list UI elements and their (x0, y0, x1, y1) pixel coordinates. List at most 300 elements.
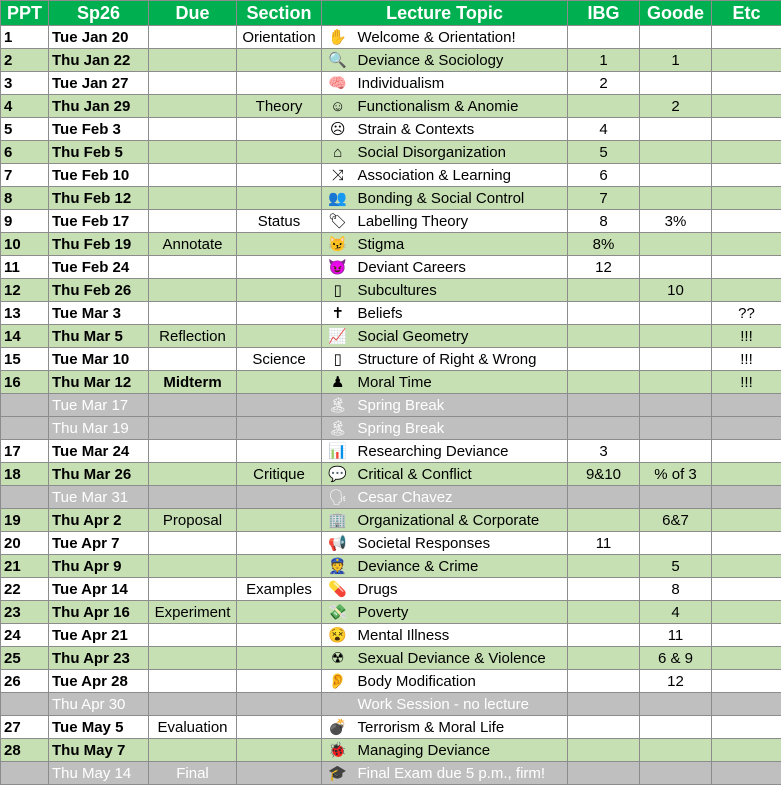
goode-cell: 6&7 (640, 509, 712, 532)
topic-cell: Managing Deviance (354, 739, 568, 762)
bomb-icon: 💣 (322, 716, 354, 739)
ibg-cell (568, 325, 640, 348)
due-cell (149, 118, 237, 141)
ibg-cell (568, 279, 640, 302)
table-row (1, 463, 781, 486)
due-cell: Experiment (149, 601, 237, 624)
date-cell: Tue Feb 17 (49, 210, 149, 233)
smiley-icon: ☺ (322, 95, 354, 118)
date-cell: Tue Apr 14 (49, 578, 149, 601)
etc-cell (712, 762, 781, 785)
brain-icon: 🧠 (322, 72, 354, 95)
date-cell: Thu Apr 9 (49, 555, 149, 578)
goode-cell (640, 187, 712, 210)
topic-cell: Sexual Deviance & Violence (354, 647, 568, 670)
date-cell: Thu Mar 5 (49, 325, 149, 348)
goode-cell: 10 (640, 279, 712, 302)
section-cell: Science (237, 348, 322, 371)
etc-cell (712, 578, 781, 601)
topic-cell: Social Geometry (354, 325, 568, 348)
header-ibg: IBG (568, 1, 640, 26)
goode-cell (640, 164, 712, 187)
table-row (1, 532, 781, 555)
ppt-cell: 13 (1, 302, 49, 325)
goode-cell (640, 348, 712, 371)
table-row (1, 739, 781, 762)
table-row (1, 49, 781, 72)
cat-face-icon: 😼 (322, 233, 354, 256)
topic-cell: Deviance & Sociology (354, 49, 568, 72)
goode-cell: 5 (640, 555, 712, 578)
table-row (1, 624, 781, 647)
due-cell: Reflection (149, 325, 237, 348)
due-cell (149, 302, 237, 325)
ibg-cell (568, 647, 640, 670)
table-row (1, 509, 781, 532)
section-cell (237, 187, 322, 210)
section-cell (237, 302, 322, 325)
goode-cell (640, 532, 712, 555)
ppt-cell: 3 (1, 72, 49, 95)
topic-cell: Social Disorganization (354, 141, 568, 164)
goode-cell (640, 739, 712, 762)
ppt-cell (1, 486, 49, 509)
ppt-cell: 14 (1, 325, 49, 348)
ibg-cell (568, 739, 640, 762)
date-cell: Tue May 5 (49, 716, 149, 739)
due-cell (149, 440, 237, 463)
etc-cell (712, 739, 781, 762)
table-row (1, 233, 781, 256)
goode-cell: 4 (640, 601, 712, 624)
ppt-cell: 28 (1, 739, 49, 762)
ppt-cell: 19 (1, 509, 49, 532)
section-cell (237, 670, 322, 693)
ppt-cell: 12 (1, 279, 49, 302)
etc-cell (712, 486, 781, 509)
ibg-cell: 7 (568, 187, 640, 210)
table-row (1, 555, 781, 578)
table-row (1, 601, 781, 624)
ppt-cell: 16 (1, 371, 49, 394)
megaphone-icon: 📢 (322, 532, 354, 555)
date-cell: Tue Jan 27 (49, 72, 149, 95)
goode-cell: % of 3 (640, 463, 712, 486)
goode-cell (640, 693, 712, 716)
ibg-cell (568, 578, 640, 601)
graduation-icon: 🎓 (322, 762, 354, 785)
date-cell: Tue Feb 10 (49, 164, 149, 187)
ppt-cell: 20 (1, 532, 49, 555)
date-cell: Thu Jan 29 (49, 95, 149, 118)
date-cell: Tue Apr 21 (49, 624, 149, 647)
etc-cell (712, 394, 781, 417)
ppt-cell: 11 (1, 256, 49, 279)
ppt-cell: 9 (1, 210, 49, 233)
due-cell (149, 72, 237, 95)
ppt-cell: 7 (1, 164, 49, 187)
topic-cell: Strain & Contexts (354, 118, 568, 141)
topic-cell: Societal Responses (354, 532, 568, 555)
etc-cell: ?? (712, 302, 781, 325)
date-cell: Thu May 7 (49, 739, 149, 762)
figure-icon: ♟ (322, 371, 354, 394)
shuffle-icon: ⤨ (322, 164, 354, 187)
pill-icon: 💊 (322, 578, 354, 601)
ppt-cell: 6 (1, 141, 49, 164)
section-cell (237, 325, 322, 348)
table-row (1, 670, 781, 693)
date-cell: Tue Mar 3 (49, 302, 149, 325)
section-cell (237, 716, 322, 739)
ibg-cell (568, 371, 640, 394)
schedule-body (1, 26, 781, 785)
date-cell: Thu Apr 16 (49, 601, 149, 624)
due-cell (149, 141, 237, 164)
date-cell: Tue Apr 28 (49, 670, 149, 693)
section-cell (237, 394, 322, 417)
section-cell (237, 118, 322, 141)
table-row (1, 164, 781, 187)
due-cell: Final (149, 762, 237, 785)
table-row (1, 486, 781, 509)
topic-cell: Bonding & Social Control (354, 187, 568, 210)
goode-cell (640, 302, 712, 325)
police-officer-icon: 👮 (322, 555, 354, 578)
ibg-cell: 8% (568, 233, 640, 256)
section-cell (237, 49, 322, 72)
topic-cell: Spring Break (354, 394, 568, 417)
section-cell: Orientation (237, 26, 322, 49)
date-cell: Tue Jan 20 (49, 26, 149, 49)
ibg-cell (568, 601, 640, 624)
ibg-cell: 4 (568, 118, 640, 141)
topic-cell: Labelling Theory (354, 210, 568, 233)
section-cell (237, 532, 322, 555)
tag-icon: 🏷 (322, 210, 354, 233)
ibg-cell (568, 670, 640, 693)
topic-cell: Functionalism & Anomie (354, 95, 568, 118)
ibg-cell: 2 (568, 72, 640, 95)
date-cell: Thu Mar 12 (49, 371, 149, 394)
date-cell: Tue Apr 7 (49, 532, 149, 555)
table-row (1, 693, 781, 716)
table-row (1, 578, 781, 601)
ibg-cell: 8 (568, 210, 640, 233)
table-row (1, 72, 781, 95)
etc-cell (712, 463, 781, 486)
ppt-cell (1, 693, 49, 716)
ibg-cell (568, 716, 640, 739)
due-cell (149, 486, 237, 509)
ibg-cell (568, 394, 640, 417)
header-topic: Lecture Topic (322, 1, 568, 26)
goode-cell: 12 (640, 670, 712, 693)
table-row (1, 348, 781, 371)
date-cell: Thu Feb 19 (49, 233, 149, 256)
ppt-cell: 8 (1, 187, 49, 210)
date-cell: Tue Mar 10 (49, 348, 149, 371)
ppt-cell (1, 394, 49, 417)
topic-cell: Terrorism & Moral Life (354, 716, 568, 739)
date-cell: Thu Apr 23 (49, 647, 149, 670)
ibg-cell (568, 417, 640, 440)
goode-cell (640, 325, 712, 348)
topic-cell: Poverty (354, 601, 568, 624)
etc-cell (712, 624, 781, 647)
topic-cell: Stigma (354, 233, 568, 256)
goode-cell (640, 371, 712, 394)
ibg-cell (568, 624, 640, 647)
due-cell (149, 279, 237, 302)
ppt-cell: 17 (1, 440, 49, 463)
section-cell: Status (237, 210, 322, 233)
topic-cell: Individualism (354, 72, 568, 95)
table-row (1, 187, 781, 210)
ibg-cell (568, 348, 640, 371)
etc-cell: !!! (712, 371, 781, 394)
etc-cell (712, 141, 781, 164)
etc-cell (712, 647, 781, 670)
island-icon: 🏝 (322, 394, 354, 417)
etc-cell (712, 555, 781, 578)
section-cell: Theory (237, 95, 322, 118)
section-cell (237, 417, 322, 440)
topic-cell: Drugs (354, 578, 568, 601)
goode-cell (640, 118, 712, 141)
goode-cell (640, 486, 712, 509)
goode-cell (640, 141, 712, 164)
due-cell (149, 578, 237, 601)
ibg-cell (568, 302, 640, 325)
topic-cell: Moral Time (354, 371, 568, 394)
table-row (1, 440, 781, 463)
due-cell (149, 95, 237, 118)
date-cell: Tue Mar 31 (49, 486, 149, 509)
ppt-cell: 24 (1, 624, 49, 647)
etc-cell (712, 532, 781, 555)
money-icon: 💸 (322, 601, 354, 624)
due-cell (149, 532, 237, 555)
due-cell (149, 256, 237, 279)
table-row (1, 118, 781, 141)
etc-cell (712, 49, 781, 72)
date-cell: Thu Apr 2 (49, 509, 149, 532)
header-etc: Etc (712, 1, 781, 26)
section-cell: Examples (237, 578, 322, 601)
etc-cell (712, 233, 781, 256)
table-row (1, 26, 781, 49)
etc-cell (712, 256, 781, 279)
etc-cell (712, 670, 781, 693)
header-section: Section (237, 1, 322, 26)
ppt-cell: 21 (1, 555, 49, 578)
blank-icon (322, 693, 354, 716)
topic-cell: Final Exam due 5 p.m., firm! (354, 762, 568, 785)
section-cell (237, 440, 322, 463)
section-cell (237, 693, 322, 716)
ibg-cell: 5 (568, 141, 640, 164)
ibg-cell (568, 486, 640, 509)
etc-cell (712, 279, 781, 302)
ppt-cell: 1 (1, 26, 49, 49)
due-cell (149, 417, 237, 440)
due-cell (149, 739, 237, 762)
section-cell (237, 141, 322, 164)
ppt-cell: 26 (1, 670, 49, 693)
due-cell (149, 210, 237, 233)
table-row (1, 95, 781, 118)
due-cell (149, 693, 237, 716)
radioactive-icon: ☢ (322, 647, 354, 670)
ibg-cell: 3 (568, 440, 640, 463)
magnifier-icon: 🔍 (322, 49, 354, 72)
topic-cell: Mental Illness (354, 624, 568, 647)
etc-cell (712, 187, 781, 210)
hand-icon: ✋ (322, 26, 354, 49)
goode-cell (640, 72, 712, 95)
section-cell (237, 371, 322, 394)
table-row (1, 141, 781, 164)
devil-face-icon: 😈 (322, 256, 354, 279)
ibg-cell: 6 (568, 164, 640, 187)
goode-cell: 3% (640, 210, 712, 233)
goode-cell (640, 417, 712, 440)
section-cell (237, 72, 322, 95)
goode-cell: 11 (640, 624, 712, 647)
table-row (1, 417, 781, 440)
etc-cell: !!! (712, 348, 781, 371)
table-row (1, 279, 781, 302)
bug-icon: 🐞 (322, 739, 354, 762)
header-ppt: PPT (1, 1, 49, 26)
topic-cell: Body Modification (354, 670, 568, 693)
due-cell (149, 348, 237, 371)
ibg-cell (568, 693, 640, 716)
ibg-cell (568, 509, 640, 532)
etc-cell (712, 440, 781, 463)
ppt-cell: 18 (1, 463, 49, 486)
header-goode: Goode (640, 1, 712, 26)
ppt-cell: 22 (1, 578, 49, 601)
section-cell (237, 624, 322, 647)
due-cell (149, 187, 237, 210)
topic-cell: Spring Break (354, 417, 568, 440)
ibg-cell: 12 (568, 256, 640, 279)
date-cell: Thu Feb 5 (49, 141, 149, 164)
etc-cell (712, 210, 781, 233)
date-cell: Thu Jan 22 (49, 49, 149, 72)
ibg-cell: 1 (568, 49, 640, 72)
table-row (1, 325, 781, 348)
goode-cell: 6 & 9 (640, 647, 712, 670)
etc-cell: !!! (712, 325, 781, 348)
ppt-cell: 5 (1, 118, 49, 141)
ppt-cell: 10 (1, 233, 49, 256)
table-row (1, 256, 781, 279)
due-cell (149, 164, 237, 187)
section-cell (237, 647, 322, 670)
ibg-cell: 11 (568, 532, 640, 555)
goode-cell (640, 440, 712, 463)
section-cell (237, 256, 322, 279)
goode-cell (640, 762, 712, 785)
section-cell (237, 762, 322, 785)
topic-cell: Association & Learning (354, 164, 568, 187)
date-cell: Thu Mar 26 (49, 463, 149, 486)
table-row (1, 394, 781, 417)
ibg-cell (568, 26, 640, 49)
due-cell: Evaluation (149, 716, 237, 739)
dizzy-face-icon: 😵 (322, 624, 354, 647)
table-row (1, 647, 781, 670)
due-cell (149, 394, 237, 417)
goode-cell (640, 716, 712, 739)
etc-cell (712, 601, 781, 624)
header-term: Sp26 (49, 1, 149, 26)
cross-icon: ✝ (322, 302, 354, 325)
ppt-cell: 27 (1, 716, 49, 739)
table-row (1, 762, 781, 785)
topic-cell: Deviant Careers (354, 256, 568, 279)
ibg-cell (568, 762, 640, 785)
ppt-cell: 4 (1, 95, 49, 118)
etc-cell (712, 716, 781, 739)
ppt-cell: 25 (1, 647, 49, 670)
house-icon: ⌂ (322, 141, 354, 164)
missing-glyph-icon: ▯ (322, 279, 354, 302)
date-cell: Thu Mar 19 (49, 417, 149, 440)
due-cell (149, 670, 237, 693)
people-icon: 👥 (322, 187, 354, 210)
ear-icon: 👂 (322, 670, 354, 693)
goode-cell: 8 (640, 578, 712, 601)
goode-cell (640, 256, 712, 279)
table-row (1, 716, 781, 739)
section-cell (237, 555, 322, 578)
etc-cell (712, 417, 781, 440)
table-row (1, 302, 781, 325)
etc-cell (712, 509, 781, 532)
due-cell (149, 624, 237, 647)
date-cell: Thu May 14 (49, 762, 149, 785)
etc-cell (712, 95, 781, 118)
section-cell: Critique (237, 463, 322, 486)
ibg-cell: 9&10 (568, 463, 640, 486)
header-due: Due (149, 1, 237, 26)
due-cell (149, 26, 237, 49)
goode-cell: 2 (640, 95, 712, 118)
ppt-cell: 23 (1, 601, 49, 624)
ppt-cell: 15 (1, 348, 49, 371)
goode-cell (640, 394, 712, 417)
date-cell: Tue Mar 17 (49, 394, 149, 417)
etc-cell (712, 72, 781, 95)
ibg-cell (568, 95, 640, 118)
goode-cell: 1 (640, 49, 712, 72)
header-row (1, 1, 781, 26)
frown-icon: ☹ (322, 118, 354, 141)
due-cell (149, 49, 237, 72)
ppt-cell (1, 417, 49, 440)
due-cell (149, 555, 237, 578)
due-cell: Proposal (149, 509, 237, 532)
table-row (1, 210, 781, 233)
due-cell (149, 463, 237, 486)
topic-cell: Cesar Chavez (354, 486, 568, 509)
section-cell (237, 509, 322, 532)
office-building-icon: 🏢 (322, 509, 354, 532)
